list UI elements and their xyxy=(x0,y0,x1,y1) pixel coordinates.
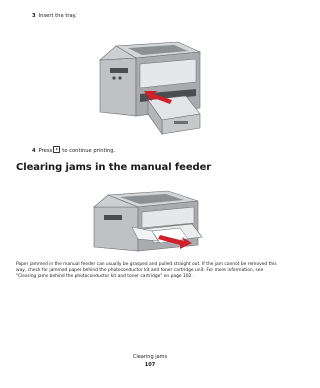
step-number: 4 xyxy=(32,148,36,154)
step-number: 3 xyxy=(32,13,36,19)
printer-insert-tray-illustration xyxy=(88,38,208,138)
section-title: Clearing jams in the manual feeder xyxy=(16,162,212,173)
step-3 xyxy=(32,13,77,19)
page-number: 107 xyxy=(144,362,156,368)
manual-feeder-jam-illustration xyxy=(88,187,208,259)
step-text-after: to continue printing. xyxy=(62,148,116,154)
section-paragraph: Paper jammed in the manual feeder can usually be grasped and pulled straight out. If the jam cannot be removed this way, check for jammed paper behind the photoconductor kit and toner cartridge unit. For more information, see "Clearing jams behind the photoconductor kit and toner cartridge" on page 102. xyxy=(16,262,277,280)
continue-button-icon xyxy=(53,146,60,153)
step-text: Insert the tray. xyxy=(38,13,77,19)
step-text-before: Press xyxy=(38,148,53,154)
footer-chapter: Clearing jams xyxy=(132,354,168,360)
step-4 xyxy=(32,146,115,154)
